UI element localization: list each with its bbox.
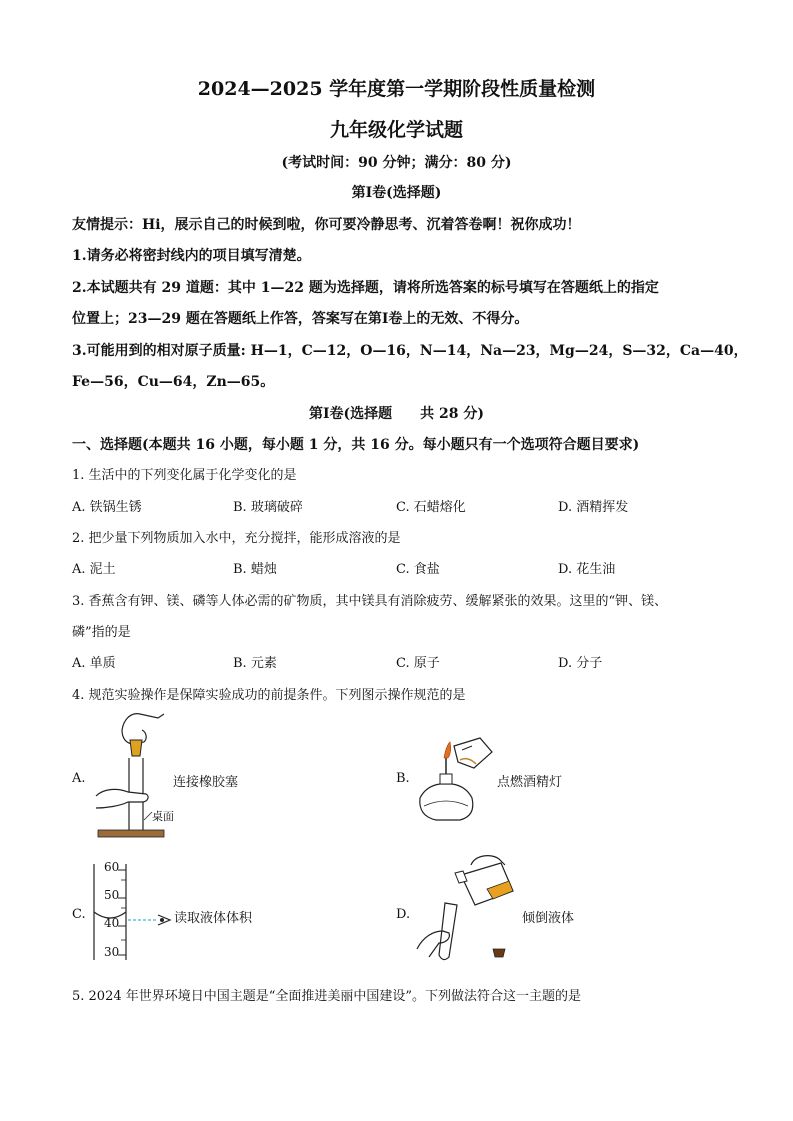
notice-item-3-cont: Fe—56，Cu—64，Zn—65。 — [72, 374, 275, 390]
notice-item-1: 1.请务必将密封线内的项目填写清楚。 — [72, 248, 311, 264]
question-1-stem: 1. 生活中的下列变化属于化学变化的是 — [72, 468, 297, 483]
notice-item-2: 2.本试题共有 29 道题：其中 1—22 题为选择题，请将所选答案的标号填写在答题纸上的指定 — [72, 280, 659, 296]
cylinder-tick-50: 50 — [104, 888, 120, 902]
question-4-option-d-caption: 倾倒液体 — [522, 911, 575, 926]
cylinder-tick-40: 40 — [104, 916, 120, 930]
question-1-option-a: A. 铁锅生锈 — [72, 500, 142, 515]
question-3-stem-cont: 磷”指的是 — [72, 625, 131, 640]
question-2-option-d: D. 花生油 — [558, 562, 616, 577]
cylinder-tick-30: 30 — [104, 945, 120, 959]
question-1-option-d: D. 酒精挥发 — [558, 500, 629, 515]
volume-heading: 第Ⅰ卷(选择题 共 28 分) — [308, 406, 485, 422]
volume-label: 第Ⅰ卷(选择题) — [351, 185, 442, 201]
question-4-option-a-letter: A. — [72, 771, 86, 786]
notice-item-2-cont: 位置上；23—29 题在答题纸上作答，答案写在第Ⅰ卷上的无效、不得分。 — [72, 311, 529, 327]
question-2-option-c: C. 食盐 — [396, 562, 440, 577]
question-1-option-b: B. 玻璃破碎 — [233, 500, 303, 515]
question-5-stem: 5. 2024 年世界环境日中国主题是“全面推进美丽中国建设”。下列做法符合这一主题的是 — [72, 989, 582, 1004]
exam-subtitle: 九年级化学试题 — [329, 119, 463, 141]
exam-title: 2024—2025 学年度第一学期阶段性质量检测 — [197, 78, 596, 100]
question-4-option-c-letter: C. — [72, 907, 86, 922]
part-heading: 一、选择题(本题共 16 小题，每小题 1 分，共 16 分。每小题只有一个选项符合题目要求) — [72, 437, 640, 453]
question-2-option-a: A. 泥土 — [72, 562, 116, 577]
notice-greeting: 友情提示：Hi，展示自己的时候到啦，你可要冷静思考、沉着答卷啊！祝你成功！ — [72, 217, 581, 233]
question-4-option-b-letter: B. — [396, 771, 410, 786]
question-2-stem: 2. 把少量下列物质加入水中，充分搅拌，能形成溶液的是 — [72, 531, 401, 546]
question-2-option-b: B. 蜡烛 — [233, 562, 277, 577]
notice-item-3: 3.可能用到的相对原子质量: H—1，C—12，O—16，N—14，Na—23，Mg—24，S—32，Ca—40， — [72, 343, 748, 359]
exam-info: (考试时间：90 分钟；满分：80 分) — [281, 155, 512, 171]
question-4-option-c-caption: 读取液体体积 — [174, 911, 253, 926]
graduated-cylinder-illustration — [88, 860, 178, 965]
table-label: 桌面 — [152, 810, 174, 823]
question-4-stem: 4. 规范实验操作是保障实验成功的前提条件。下列图示操作规范的是 — [72, 688, 466, 703]
question-1-option-c: C. 石蜡熔化 — [396, 500, 466, 515]
cylinder-tick-60: 60 — [104, 860, 120, 874]
pouring-liquid-illustration — [415, 853, 525, 968]
question-3-option-b: B. 元素 — [233, 656, 277, 671]
question-3-stem: 3. 香蕉含有钾、镁、磷等人体必需的矿物质，其中镁具有消除疲劳、缓解紧张的效果。这里的“钾、镁、 — [72, 594, 668, 609]
question-3-option-c: C. 原子 — [396, 656, 440, 671]
question-4-option-a-caption: 连接橡胶塞 — [173, 775, 239, 790]
question-3-option-d: D. 分子 — [558, 656, 603, 671]
question-4-option-d-letter: D. — [396, 907, 411, 922]
alcohol-lamp-illustration — [414, 736, 496, 826]
question-3-option-a: A. 单质 — [72, 656, 116, 671]
question-4-option-b-caption: 点燃酒精灯 — [497, 775, 563, 790]
